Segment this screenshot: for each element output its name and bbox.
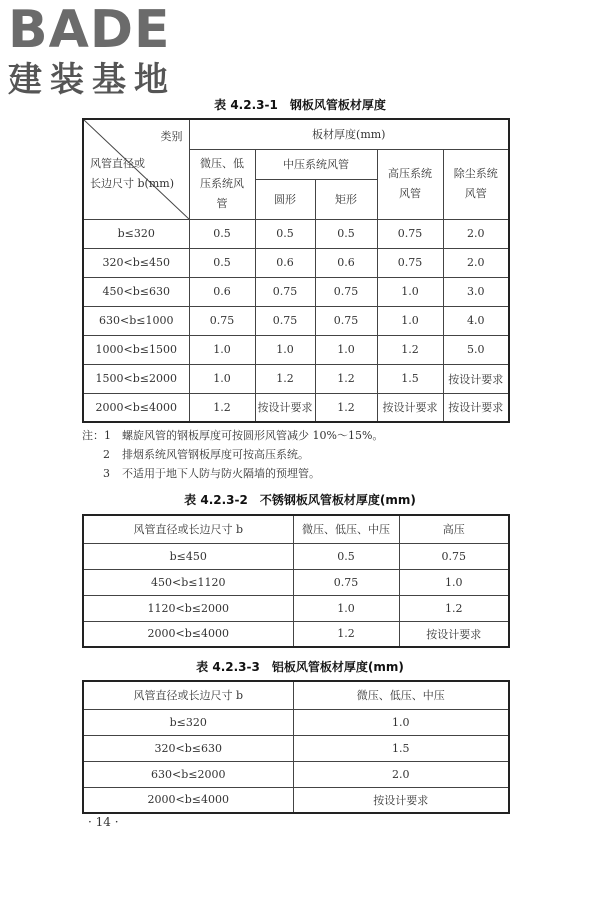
thickness-cell: 0.75	[315, 277, 377, 306]
table-row	[83, 277, 509, 306]
note-text: 排烟系统风管钢板厚度可按高压系统。	[122, 448, 309, 461]
note-item	[82, 464, 383, 483]
note-item	[82, 426, 383, 445]
thickness-cell: 3.0	[443, 277, 509, 306]
logo-subtitle: 建装基地	[8, 60, 176, 100]
thickness-cell: 5.0	[443, 335, 509, 364]
thickness-cell: 0.75	[255, 306, 315, 335]
table-row	[83, 595, 509, 621]
size-range-cell: 2000<b≤4000	[83, 787, 293, 813]
thickness-cell: 按设计要求	[293, 787, 509, 813]
brand-logo	[8, 0, 176, 100]
thickness-cell: 0.5	[315, 219, 377, 248]
thickness-cell: 1.5	[293, 735, 509, 761]
table-row	[83, 621, 509, 647]
table-row	[83, 364, 509, 393]
steel-table-body	[83, 219, 509, 422]
thickness-cell: 按设计要求	[443, 364, 509, 393]
thickness-cell: 1.0	[377, 306, 443, 335]
thickness-cell: 0.6	[315, 248, 377, 277]
size-range-cell: 1120<b≤2000	[83, 595, 293, 621]
table-row	[83, 543, 509, 569]
aluminum-table-header	[83, 681, 509, 709]
table-row	[83, 787, 509, 813]
thickness-cell: 0.75	[315, 306, 377, 335]
size-range-cell: 1000<b≤1500	[83, 335, 189, 364]
thickness-cell: 4.0	[443, 306, 509, 335]
thickness-cell: 0.75	[255, 277, 315, 306]
table-row	[83, 735, 509, 761]
thickness-cell: 1.2	[315, 364, 377, 393]
thickness-cell: 按设计要求	[377, 393, 443, 422]
col-header-mid-rect: 矩形	[315, 179, 377, 219]
column-header: 风管直径或长边尺寸 b	[83, 515, 293, 543]
table-row	[83, 393, 509, 422]
thickness-cell: 按设计要求	[399, 621, 509, 647]
thickness-cell: 0.6	[255, 248, 315, 277]
note-number: 2	[103, 448, 110, 461]
table-row	[83, 219, 509, 248]
aluminum-thickness-table	[82, 680, 510, 814]
corner-label-diameter: 风管直径或	[90, 157, 145, 170]
thickness-cell: 1.2	[189, 393, 255, 422]
thickness-cell: 1.2	[315, 393, 377, 422]
thickness-cell: 1.2	[255, 364, 315, 393]
thickness-cell: 0.75	[189, 306, 255, 335]
size-range-cell: 2000<b≤4000	[83, 621, 293, 647]
thickness-cell: 按设计要求	[255, 393, 315, 422]
note-text: 不适用于地下人防与防火隔墙的预埋管。	[122, 467, 320, 480]
size-range-cell: 630<b≤1000	[83, 306, 189, 335]
table-row	[83, 248, 509, 277]
stainless-thickness-table	[82, 514, 510, 648]
column-header: 高压	[399, 515, 509, 543]
thickness-cell: 1.0	[315, 335, 377, 364]
col-header-mid-group: 中压系统风管	[255, 149, 377, 179]
corner-header-cell	[83, 119, 189, 219]
stainless-table-body	[83, 543, 509, 647]
thickness-cell: 0.5	[293, 543, 399, 569]
thickness-group-header: 板材厚度(mm)	[189, 119, 509, 149]
table-row	[83, 709, 509, 735]
thickness-cell: 0.75	[377, 248, 443, 277]
thickness-cell: 0.75	[399, 543, 509, 569]
thickness-cell: 1.2	[399, 595, 509, 621]
col-header-low-pressure: 微压、低压系统风管	[189, 149, 255, 219]
header-row	[83, 681, 509, 709]
table1-title: 表 4.2.3-1 钢板风管板材厚度	[214, 98, 386, 112]
table-row	[83, 761, 509, 787]
thickness-cell: 0.75	[293, 569, 399, 595]
thickness-cell: 0.5	[255, 219, 315, 248]
col-header-dust: 除尘系统风管	[443, 149, 509, 219]
thickness-cell: 1.0	[189, 364, 255, 393]
corner-label-edge: 长边尺寸 b(mm)	[90, 177, 174, 190]
size-range-cell: b≤320	[83, 709, 293, 735]
note-text: 螺旋风管的钢板厚度可按圆形风管减少 10%～15%。	[122, 429, 384, 442]
size-range-cell: 2000<b≤4000	[83, 393, 189, 422]
table1-notes	[82, 426, 383, 483]
table-row	[83, 569, 509, 595]
thickness-cell: 2.0	[443, 248, 509, 277]
table-row	[83, 306, 509, 335]
note-item	[82, 445, 383, 464]
thickness-cell: 0.5	[189, 219, 255, 248]
thickness-cell: 0.75	[377, 219, 443, 248]
column-header: 微压、低压、中压	[293, 515, 399, 543]
corner-label-category: 类别	[160, 130, 183, 143]
column-header: 微压、低压、中压	[293, 681, 509, 709]
page-number: · 14 ·	[88, 815, 119, 829]
table-row	[83, 335, 509, 364]
thickness-cell: 1.0	[399, 569, 509, 595]
size-range-cell: b≤450	[83, 543, 293, 569]
thickness-cell: 1.0	[293, 709, 509, 735]
thickness-cell: 1.0	[377, 277, 443, 306]
size-range-cell: 320<b≤450	[83, 248, 189, 277]
size-range-cell: 450<b≤630	[83, 277, 189, 306]
size-range-cell: 320<b≤630	[83, 735, 293, 761]
thickness-cell: 0.6	[189, 277, 255, 306]
thickness-cell: 按设计要求	[443, 393, 509, 422]
aluminum-table-body	[83, 709, 509, 813]
steel-thickness-table	[82, 118, 510, 423]
size-range-cell: 1500<b≤2000	[83, 364, 189, 393]
thickness-cell: 0.5	[189, 248, 255, 277]
logo-text: BADE	[8, 0, 171, 60]
thickness-cell: 1.5	[377, 364, 443, 393]
column-header: 风管直径或长边尺寸 b	[83, 681, 293, 709]
header-row	[83, 515, 509, 543]
thickness-cell: 2.0	[293, 761, 509, 787]
stainless-table-header	[83, 515, 509, 543]
table2-title: 表 4.2.3-2 不锈钢板风管板材厚度(mm)	[184, 493, 416, 507]
col-header-high-pressure: 高压系统风管	[377, 149, 443, 219]
thickness-cell: 1.2	[377, 335, 443, 364]
table3-title: 表 4.2.3-3 铝板风管板材厚度(mm)	[196, 660, 404, 674]
thickness-cell: 1.0	[189, 335, 255, 364]
size-range-cell: b≤320	[83, 219, 189, 248]
thickness-cell: 1.0	[293, 595, 399, 621]
size-range-cell: 450<b≤1120	[83, 569, 293, 595]
thickness-cell: 1.0	[255, 335, 315, 364]
note-number: 3	[103, 467, 110, 480]
note-number: 注：1	[82, 429, 111, 442]
thickness-cell: 1.2	[293, 621, 399, 647]
thickness-cell: 2.0	[443, 219, 509, 248]
size-range-cell: 630<b≤2000	[83, 761, 293, 787]
col-header-mid-round: 圆形	[255, 179, 315, 219]
